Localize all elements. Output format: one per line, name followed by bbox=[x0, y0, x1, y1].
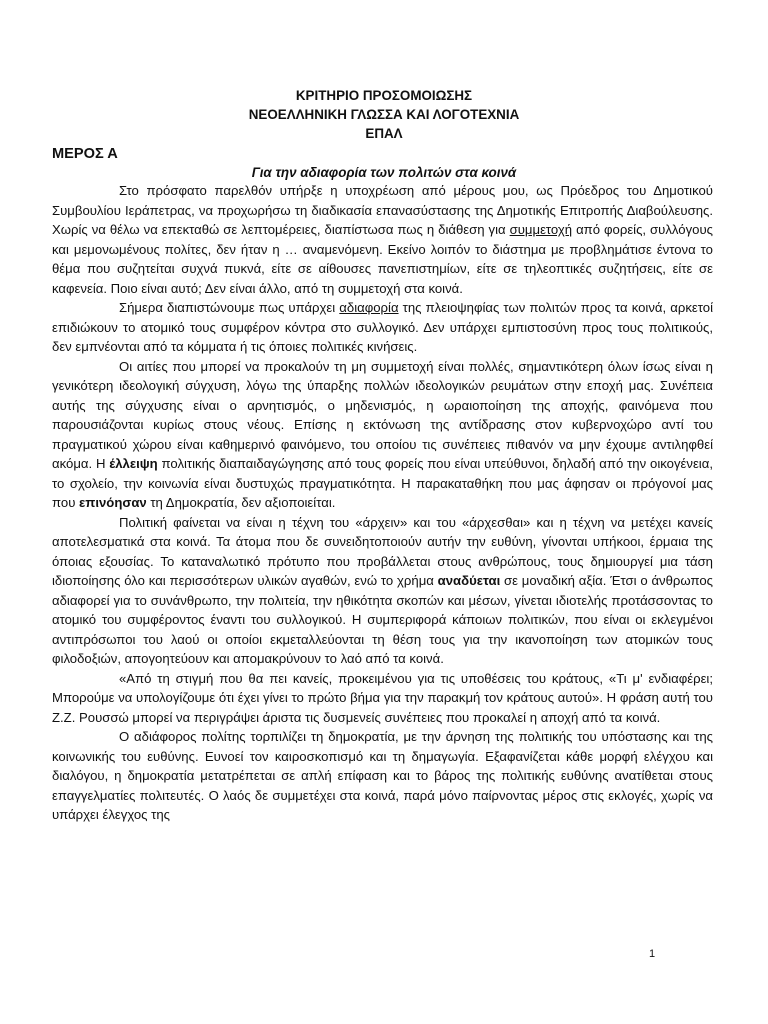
bold-word: αναδύεται bbox=[437, 573, 501, 588]
paragraph-4: Πολιτική φαίνεται να είναι η τέχνη του «άρχειν» και του «άρχεσθαι» και η τέχνη να μετέχει κανείς αποτελεσματικά στα κοινά. Τα άτομα που δε συνειδητοποιούν αυτήν την ευθύνη, γίνονται υπήκοοι, έρμαια της όποιας εξουσίας. Το καταναλωτικό πρότυπο που προβάλλεται στους ανθρώπους, τους δημιουργεί μια τάση ιδιοποίησης όλο και περισσότερων υλικών αγαθών, ενώ το χρήμα αναδύεται σε μοναδική αξία. Έτσι ο άνθρωπος αδιαφορεί για το συνάνθρωπο, την πολιτεία, την ηθικότητα σκοπών και μέσων, γίνεται ιδιοτελής προτάσσοντας το ατομικό του συμφέροντος έναντι του συλλογικού. Η συμπεριφορά κάποιων πολιτικών, που είναι οι εκλεγμένοι αντιπρόσωποι του λαού οι οποίοι εκμεταλλεύονται τη θέση τους για την ικανοποίηση των ατομικών τους φιλοδοξιών, απογοητεύουν και απομακρύνουν το λαό από τα κοινά. bbox=[52, 514, 713, 666]
underlined-word: αδιαφορία bbox=[339, 300, 399, 315]
page-number: 1 bbox=[648, 948, 656, 960]
header-line-school-type: ΕΠΑΛ bbox=[365, 126, 403, 141]
article-body bbox=[52, 181, 713, 825]
bold-word: επινόησαν bbox=[79, 495, 147, 510]
paragraph-5: «Από τη στιγμή που θα πει κανείς, προκειμένου για τις υποθέσεις του κράτους, «Τι μ' ενδιαφέρει; Μπορούμε να υπολογίζουμε ότι έχει γίνει το πρώτο βήμα για την παρακμή τον κράτους αυτού». Η φράση αυτή του Ζ.Ζ. Ρουσσώ μπορεί να περιγράψει άριστα τις δυσμενείς συνέπειες που προκαλεί η αποχή από τα κοινά. bbox=[52, 670, 713, 725]
bold-word: έλλειψη bbox=[109, 456, 158, 471]
paragraph-3: Οι αιτίες που μπορεί να προκαλούν τη μη συμμετοχή είναι πολλές, σημαντικότερη όλων ίσως είναι η γενικότερη ιδεολογική σύγχυση, λόγω της ύπαρξης πολλών ιδεολογικών ρευμάτων στην εποχή μας. Συνέπεια αυτής της σύγχυσης είναι ο αρνητισμός, ο μηδενισμός, η ωραιοποίηση της αποχής, φαινόμενα που παρουσιάζονται κυρίως στους νέους. Επίσης η εκτόνωση της αντίδρασης στον κυβερνοχώρο αντί του πραγματικού χώρου είναι καθημερινό φαινόμενο, του οποίου τις συνέπειες πιθανόν να μην έχουμε αντιληφθεί ακόμα. Η έλλειψη πολιτικής διαπαιδαγώγησης από τους φορείς που είναι υπεύθυνοι, δηλαδή από την οικογένεια, το σχολείο, την κοινωνία είναι δυστυχώς πραγματικότητα. Η παρακαταθήκη που μας άφησαν οι πρόγονοί μας που επινόησαν τη Δημοκρατία, δεν αξιοποιείται. bbox=[52, 358, 713, 510]
part-label: ΜΕΡΟΣ Α bbox=[52, 146, 118, 162]
document-header bbox=[0, 86, 768, 143]
paragraph-6: Ο αδιάφορος πολίτης τορπιλίζει τη δημοκρατία, με την άρνηση της πολιτικής του υπόστασης και της κοινωνικής του ευθύνης. Ευνοεί τον καιροσκοπισμό και τη δημαγωγία. Εξαφανίζεται κάθε μορφή ελέγχου και διαλόγου, η δημοκρατία μετατρέπεται σε απλή επίφαση και το βάρος της πολιτικής ευθύνης ανατίθεται στους επαγγελματίες πολιτευτές. Ο λαός δε συμμετέχει στα κοινά, παρά μόνο παίρνοντας μέρος στις εκλογές, χωρίς να υπάρχει έλεγχος της bbox=[52, 729, 713, 822]
underlined-word: συμμετοχή bbox=[509, 222, 573, 237]
paragraph-2: Σήμερα διαπιστώνουμε πως υπάρχει αδιαφορία της πλειοψηφίας των πολιτών προς τα κοινά, αρκετοί επιδιώκουν το ατομικό τους συμφέρον κόντρα στο συλλογικό. Δεν υπάρχει εμπιστοσύνη προς τους πολιτικούς, δεν εμπνέονται από τα κόμματα ή τις όποιες πολιτικές κινήσεις. bbox=[52, 300, 713, 354]
paragraph-1: Στο πρόσφατο παρελθόν υπήρξε η υποχρέωση από μέρους μου, ως Πρόεδρος του Δημοτικού Συμβουλίου Ιεράπετρας, να προχωρήσω τη διαδικασία επανασύστασης της Δημοτικής Επιτροπής Διαβούλευσης. Χωρίς να θέλω να επεκταθώ σε λεπτομέρειες, διαπίστωσα πως η διάθεση για συμμετοχή από φορείς, συλλόγους και μεμονωμένους πολίτες, δεν ήταν η … αναμενόμενη. Εκείνο λοιπόν το διάστημα με προβλημάτισε έντονα το θέμα που συζητείται συχνά πυκνά, είτε σε αίθουσες πανεπιστημίων, είτε σε τηλεοπτικές συζητήσεις, είτε σε καφενεία. Ποιο είναι αυτό; Δεν είναι άλλο, από τη συμμετοχή στα κοινά. bbox=[52, 183, 714, 296]
article-title: Για την αδιαφορία των πολιτών στα κοινά bbox=[251, 165, 517, 180]
header-line-exam-title: ΚΡΙΤΗΡΙΟ ΠΡΟΣΟΜΟΙΩΣΗΣ bbox=[295, 88, 473, 103]
header-line-subject: ΝΕΟΕΛΛΗΝΙΚΗ ΓΛΩΣΣΑ ΚΑΙ ΛΟΓΟΤΕΧΝΙΑ bbox=[248, 107, 520, 122]
